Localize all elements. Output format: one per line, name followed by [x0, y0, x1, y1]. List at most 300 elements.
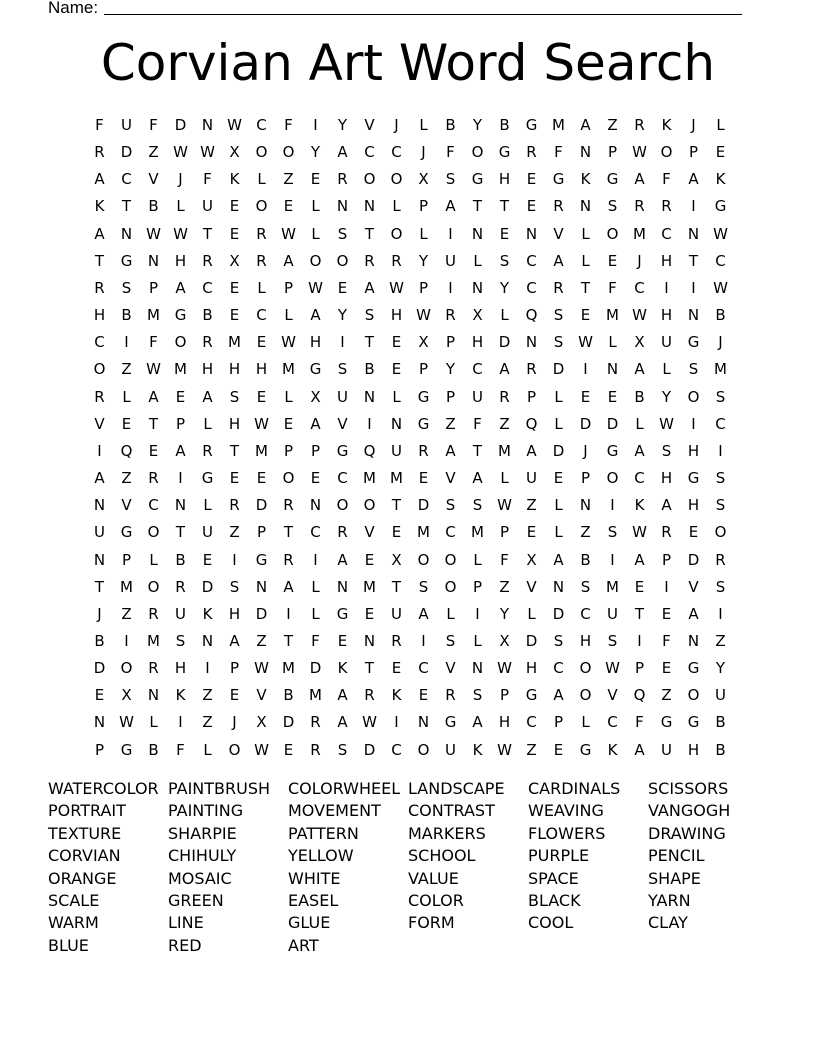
grid-cell[interactable]: L — [284, 387, 293, 406]
grid-cell[interactable]: M — [363, 577, 376, 596]
grid-cell[interactable]: L — [446, 604, 455, 623]
grid-cell[interactable]: E — [391, 523, 402, 542]
grid-cell[interactable]: P — [121, 550, 132, 569]
grid-cell[interactable]: T — [94, 251, 105, 270]
grid-cell[interactable]: O — [579, 659, 592, 678]
grid-cell[interactable]: N — [255, 577, 268, 596]
grid-cell[interactable]: I — [124, 333, 129, 352]
grid-cell[interactable]: L — [527, 604, 536, 623]
grid-cell[interactable]: E — [175, 387, 186, 406]
grid-cell[interactable]: E — [229, 469, 240, 488]
grid-cell[interactable]: I — [232, 550, 237, 569]
grid-cell[interactable]: L — [419, 116, 428, 134]
grid-cell[interactable]: A — [283, 577, 294, 596]
grid-cell[interactable]: X — [256, 713, 267, 732]
grid-cell[interactable]: N — [336, 197, 349, 216]
grid-cell[interactable]: O — [444, 550, 457, 569]
grid-cell[interactable]: A — [94, 224, 105, 243]
grid-cell[interactable]: O — [282, 469, 295, 488]
grid-cell[interactable]: A — [553, 550, 564, 569]
grid-cell[interactable]: W — [578, 333, 593, 352]
grid-cell[interactable]: W — [497, 496, 512, 515]
grid-cell[interactable]: X — [418, 170, 429, 189]
grid-cell[interactable]: E — [121, 414, 132, 433]
grid-cell[interactable]: B — [175, 550, 186, 569]
grid-cell[interactable]: K — [607, 740, 618, 759]
grid-cell[interactable]: X — [472, 306, 483, 325]
grid-cell[interactable]: T — [688, 251, 699, 270]
grid-cell[interactable]: H — [228, 604, 241, 623]
grid-cell[interactable]: U — [661, 740, 672, 759]
grid-cell[interactable]: S — [580, 577, 591, 596]
grid-cell[interactable]: L — [635, 414, 644, 433]
grid-cell[interactable]: O — [336, 496, 349, 515]
grid-cell[interactable]: T — [499, 197, 510, 216]
grid-cell[interactable]: R — [499, 387, 510, 406]
grid-cell[interactable]: W — [200, 143, 215, 162]
grid-cell[interactable]: S — [445, 631, 456, 650]
grid-cell[interactable]: N — [309, 496, 322, 515]
grid-cell[interactable]: V — [364, 523, 375, 542]
grid-cell[interactable]: P — [661, 550, 672, 569]
grid-cell[interactable]: X — [121, 686, 132, 705]
grid-cell[interactable]: H — [660, 469, 673, 488]
grid-cell[interactable]: F — [635, 713, 644, 732]
grid-cell[interactable]: G — [120, 740, 133, 759]
grid-cell[interactable]: C — [337, 469, 348, 488]
grid-cell[interactable]: G — [660, 713, 673, 732]
grid-cell[interactable]: U — [445, 740, 456, 759]
grid-cell[interactable]: F — [149, 116, 158, 134]
grid-cell[interactable]: E — [607, 251, 618, 270]
grid-cell[interactable]: S — [472, 686, 483, 705]
grid-cell[interactable]: N — [417, 713, 430, 732]
grid-cell[interactable]: H — [687, 441, 700, 460]
grid-cell[interactable]: Z — [148, 143, 159, 162]
grid-cell[interactable]: H — [687, 740, 700, 759]
grid-cell[interactable]: L — [149, 550, 158, 569]
grid-cell[interactable]: N — [471, 278, 484, 297]
grid-cell[interactable]: O — [417, 740, 430, 759]
grid-cell[interactable]: U — [445, 251, 456, 270]
grid-cell[interactable]: R — [283, 496, 294, 515]
grid-cell[interactable]: M — [309, 686, 322, 705]
grid-cell[interactable]: N — [120, 224, 133, 243]
grid-cell[interactable]: G — [579, 740, 592, 759]
grid-cell[interactable]: L — [392, 197, 401, 216]
grid-cell[interactable]: V — [94, 414, 105, 433]
grid-cell[interactable]: R — [337, 170, 348, 189]
grid-cell[interactable]: C — [202, 278, 213, 297]
grid-cell[interactable]: O — [444, 577, 457, 596]
grid-cell[interactable]: R — [202, 441, 213, 460]
grid-cell[interactable]: O — [606, 224, 619, 243]
grid-cell[interactable]: N — [471, 659, 484, 678]
grid-cell[interactable]: O — [363, 496, 376, 515]
grid-cell[interactable]: R — [148, 604, 159, 623]
grid-cell[interactable]: E — [229, 278, 240, 297]
grid-cell[interactable]: O — [228, 740, 241, 759]
grid-cell[interactable]: D — [363, 740, 376, 759]
grid-cell[interactable]: D — [255, 604, 268, 623]
grid-cell[interactable]: P — [445, 333, 456, 352]
grid-cell[interactable]: B — [364, 360, 375, 379]
grid-cell[interactable]: T — [634, 604, 645, 623]
grid-cell[interactable]: D — [93, 659, 106, 678]
grid-cell[interactable]: C — [580, 604, 591, 623]
grid-cell[interactable]: T — [94, 577, 105, 596]
grid-cell[interactable]: L — [581, 251, 590, 270]
grid-cell[interactable]: L — [581, 224, 590, 243]
grid-cell[interactable]: J — [421, 143, 426, 162]
grid-cell[interactable]: L — [473, 631, 482, 650]
grid-cell[interactable]: H — [174, 251, 187, 270]
grid-cell[interactable]: L — [203, 496, 212, 515]
grid-cell[interactable]: E — [391, 659, 402, 678]
grid-cell[interactable]: S — [337, 740, 348, 759]
grid-cell[interactable]: N — [201, 631, 214, 650]
grid-cell[interactable]: D — [579, 414, 592, 433]
grid-cell[interactable]: L — [473, 550, 482, 569]
grid-cell[interactable]: L — [581, 713, 590, 732]
grid-cell[interactable]: S — [229, 387, 240, 406]
grid-cell[interactable]: J — [691, 116, 696, 134]
grid-cell[interactable]: I — [610, 496, 615, 515]
grid-cell[interactable]: V — [121, 496, 132, 515]
grid-cell[interactable]: O — [255, 143, 268, 162]
grid-cell[interactable]: R — [256, 251, 267, 270]
grid-cell[interactable]: R — [391, 251, 402, 270]
grid-cell[interactable]: A — [499, 360, 510, 379]
grid-cell[interactable]: F — [203, 170, 212, 189]
grid-cell[interactable]: M — [282, 360, 295, 379]
grid-cell[interactable]: Z — [121, 604, 132, 623]
grid-cell[interactable]: P — [553, 713, 564, 732]
grid-cell[interactable]: B — [121, 306, 132, 325]
grid-cell[interactable]: S — [553, 306, 564, 325]
grid-cell[interactable]: W — [497, 659, 512, 678]
grid-cell[interactable]: E — [364, 604, 375, 623]
grid-cell[interactable]: B — [634, 387, 645, 406]
grid-cell[interactable]: Z — [445, 414, 456, 433]
grid-cell[interactable]: Z — [121, 469, 132, 488]
grid-cell[interactable]: F — [662, 170, 671, 189]
grid-cell[interactable]: R — [148, 469, 159, 488]
grid-cell[interactable]: I — [340, 333, 345, 352]
grid-cell[interactable]: L — [554, 523, 563, 542]
grid-cell[interactable]: G — [714, 197, 727, 216]
grid-cell[interactable]: I — [313, 550, 318, 569]
grid-cell[interactable]: P — [418, 278, 429, 297]
grid-cell[interactable]: Q — [525, 306, 538, 325]
grid-cell[interactable]: H — [498, 713, 511, 732]
grid-cell[interactable]: P — [580, 469, 591, 488]
grid-cell[interactable]: B — [580, 550, 591, 569]
grid-cell[interactable]: W — [416, 306, 431, 325]
grid-cell[interactable]: H — [687, 496, 700, 515]
grid-cell[interactable]: G — [201, 469, 214, 488]
grid-cell[interactable]: D — [606, 414, 619, 433]
grid-cell[interactable]: O — [93, 360, 106, 379]
grid-cell[interactable]: E — [634, 577, 645, 596]
grid-cell[interactable]: V — [148, 170, 159, 189]
grid-cell[interactable]: N — [174, 496, 187, 515]
grid-cell[interactable]: V — [688, 577, 699, 596]
grid-cell[interactable]: W — [632, 143, 647, 162]
grid-cell[interactable]: L — [419, 224, 428, 243]
grid-cell[interactable]: T — [364, 659, 375, 678]
grid-cell[interactable]: A — [688, 170, 699, 189]
grid-cell[interactable]: R — [256, 224, 267, 243]
grid-cell[interactable]: E — [202, 550, 213, 569]
grid-cell[interactable]: D — [201, 577, 214, 596]
grid-cell[interactable]: C — [661, 224, 672, 243]
grid-cell[interactable]: N — [363, 387, 376, 406]
grid-cell[interactable]: U — [715, 686, 726, 705]
grid-cell[interactable]: Z — [580, 523, 591, 542]
grid-cell[interactable]: K — [580, 170, 591, 189]
grid-cell[interactable]: Y — [337, 116, 348, 134]
grid-cell[interactable]: V — [364, 116, 375, 134]
grid-cell[interactable]: V — [526, 577, 537, 596]
grid-cell[interactable]: B — [445, 116, 456, 134]
grid-cell[interactable]: C — [715, 251, 726, 270]
grid-cell[interactable]: I — [205, 659, 210, 678]
grid-cell[interactable]: I — [178, 469, 183, 488]
grid-cell[interactable]: O — [687, 686, 700, 705]
grid-cell[interactable]: E — [310, 469, 321, 488]
grid-cell[interactable]: N — [147, 686, 160, 705]
grid-cell[interactable]: S — [445, 496, 456, 515]
grid-cell[interactable]: P — [283, 441, 294, 460]
grid-cell[interactable]: L — [716, 116, 725, 134]
grid-cell[interactable]: L — [257, 278, 266, 297]
grid-cell[interactable]: V — [337, 414, 348, 433]
grid-cell[interactable]: C — [445, 523, 456, 542]
grid-cell[interactable]: R — [553, 278, 564, 297]
grid-cell[interactable]: G — [336, 604, 349, 623]
grid-cell[interactable]: Z — [202, 686, 213, 705]
grid-cell[interactable]: R — [94, 278, 105, 297]
grid-cell[interactable]: P — [526, 387, 537, 406]
grid-cell[interactable]: P — [94, 740, 105, 759]
grid-cell[interactable]: F — [446, 143, 455, 162]
grid-cell[interactable]: A — [202, 387, 213, 406]
grid-cell[interactable]: V — [445, 659, 456, 678]
grid-cell[interactable]: U — [202, 523, 213, 542]
grid-cell[interactable]: N — [525, 224, 538, 243]
grid-cell[interactable]: R — [310, 740, 321, 759]
grid-cell[interactable]: O — [579, 686, 592, 705]
grid-cell[interactable]: R — [364, 686, 375, 705]
grid-cell[interactable]: W — [119, 713, 134, 732]
grid-cell[interactable]: I — [97, 441, 102, 460]
grid-cell[interactable]: T — [202, 224, 213, 243]
grid-cell[interactable]: C — [256, 306, 267, 325]
grid-cell[interactable]: U — [607, 604, 618, 623]
grid-cell[interactable]: C — [391, 740, 402, 759]
grid-cell[interactable]: W — [308, 278, 323, 297]
grid-cell[interactable]: N — [606, 360, 619, 379]
grid-cell[interactable]: M — [714, 360, 727, 379]
grid-cell[interactable]: K — [229, 170, 240, 189]
grid-cell[interactable]: A — [661, 496, 672, 515]
grid-cell[interactable]: H — [471, 333, 484, 352]
grid-cell[interactable]: E — [607, 387, 618, 406]
grid-cell[interactable]: D — [498, 333, 511, 352]
grid-cell[interactable]: D — [417, 496, 430, 515]
grid-cell[interactable]: H — [228, 414, 241, 433]
grid-cell[interactable]: I — [637, 631, 642, 650]
grid-cell[interactable]: I — [178, 713, 183, 732]
grid-cell[interactable]: N — [579, 197, 592, 216]
grid-cell[interactable]: S — [715, 469, 726, 488]
grid-cell[interactable]: E — [499, 224, 510, 243]
grid-cell[interactable]: I — [421, 631, 426, 650]
grid-cell[interactable]: Y — [445, 360, 456, 379]
grid-cell[interactable]: E — [229, 224, 240, 243]
name-blank[interactable] — [104, 0, 742, 15]
grid-cell[interactable]: W — [146, 360, 161, 379]
grid-cell[interactable]: O — [282, 143, 295, 162]
grid-cell[interactable]: M — [228, 333, 241, 352]
grid-cell[interactable]: G — [471, 170, 484, 189]
grid-cell[interactable]: A — [553, 251, 564, 270]
grid-cell[interactable]: F — [95, 116, 104, 134]
grid-cell[interactable]: E — [256, 469, 267, 488]
grid-cell[interactable]: E — [229, 306, 240, 325]
grid-cell[interactable]: W — [713, 278, 728, 297]
grid-cell[interactable]: D — [552, 360, 565, 379]
grid-cell[interactable]: X — [418, 333, 429, 352]
grid-cell[interactable]: L — [149, 713, 158, 732]
grid-cell[interactable]: R — [661, 523, 672, 542]
grid-cell[interactable]: O — [147, 577, 160, 596]
grid-cell[interactable]: I — [718, 604, 723, 623]
grid-cell[interactable]: X — [634, 333, 645, 352]
grid-cell[interactable]: Z — [715, 631, 726, 650]
grid-cell[interactable]: H — [201, 360, 214, 379]
grid-cell[interactable]: H — [228, 360, 241, 379]
grid-cell[interactable]: Z — [499, 577, 510, 596]
grid-cell[interactable]: B — [148, 740, 159, 759]
grid-cell[interactable]: F — [500, 550, 509, 569]
grid-cell[interactable]: G — [525, 116, 538, 134]
grid-cell[interactable]: F — [149, 333, 158, 352]
grid-cell[interactable]: I — [610, 550, 615, 569]
grid-cell[interactable]: E — [94, 686, 105, 705]
grid-cell[interactable]: A — [634, 441, 645, 460]
grid-cell[interactable]: R — [418, 441, 429, 460]
grid-cell[interactable]: H — [309, 333, 322, 352]
grid-cell[interactable]: I — [313, 116, 318, 134]
grid-cell[interactable]: M — [606, 306, 619, 325]
grid-cell[interactable]: E — [661, 659, 672, 678]
grid-cell[interactable]: O — [336, 251, 349, 270]
grid-cell[interactable]: U — [94, 523, 105, 542]
grid-cell[interactable]: A — [337, 713, 348, 732]
grid-cell[interactable]: V — [553, 224, 564, 243]
grid-cell[interactable]: S — [472, 496, 483, 515]
grid-cell[interactable]: R — [391, 631, 402, 650]
grid-cell[interactable]: P — [175, 414, 186, 433]
grid-cell[interactable]: G — [552, 170, 565, 189]
grid-cell[interactable]: N — [363, 197, 376, 216]
grid-cell[interactable]: A — [229, 631, 240, 650]
grid-cell[interactable]: H — [255, 360, 268, 379]
grid-cell[interactable]: O — [687, 387, 700, 406]
grid-cell[interactable]: E — [418, 686, 429, 705]
grid-cell[interactable]: H — [660, 306, 673, 325]
grid-cell[interactable]: V — [256, 686, 267, 705]
grid-cell[interactable]: E — [364, 550, 375, 569]
grid-cell[interactable]: S — [175, 631, 186, 650]
grid-cell[interactable]: T — [283, 631, 294, 650]
grid-cell[interactable]: E — [526, 170, 537, 189]
grid-cell[interactable]: Z — [256, 631, 267, 650]
grid-cell[interactable]: J — [637, 251, 642, 270]
grid-cell[interactable]: W — [281, 333, 296, 352]
grid-cell[interactable]: Q — [363, 441, 376, 460]
grid-cell[interactable]: R — [148, 659, 159, 678]
grid-cell[interactable]: E — [391, 360, 402, 379]
grid-cell[interactable]: I — [394, 713, 399, 732]
grid-cell[interactable]: W — [254, 659, 269, 678]
grid-cell[interactable]: L — [554, 414, 563, 433]
grid-cell[interactable]: C — [634, 469, 645, 488]
grid-cell[interactable]: O — [255, 197, 268, 216]
grid-cell[interactable]: U — [121, 116, 132, 134]
grid-cell[interactable]: O — [417, 550, 430, 569]
grid-cell[interactable]: T — [175, 523, 186, 542]
grid-cell[interactable]: T — [472, 197, 483, 216]
grid-cell[interactable]: P — [418, 360, 429, 379]
grid-cell[interactable]: E — [148, 441, 159, 460]
grid-cell[interactable]: D — [552, 441, 565, 460]
grid-cell[interactable]: W — [632, 306, 647, 325]
grid-cell[interactable]: P — [148, 278, 159, 297]
grid-cell[interactable]: B — [499, 116, 510, 134]
grid-cell[interactable]: M — [363, 469, 376, 488]
grid-cell[interactable]: T — [472, 441, 483, 460]
grid-cell[interactable]: H — [174, 659, 187, 678]
grid-cell[interactable]: U — [175, 604, 186, 623]
grid-cell[interactable]: A — [472, 713, 483, 732]
grid-cell[interactable]: A — [445, 197, 456, 216]
grid-cell[interactable]: A — [580, 116, 591, 134]
grid-cell[interactable]: R — [175, 577, 186, 596]
grid-cell[interactable]: Q — [120, 441, 133, 460]
grid-cell[interactable]: A — [94, 170, 105, 189]
grid-cell[interactable]: N — [579, 143, 592, 162]
grid-cell[interactable]: N — [579, 496, 592, 515]
grid-cell[interactable]: S — [607, 523, 618, 542]
grid-cell[interactable]: I — [448, 224, 453, 243]
grid-cell[interactable]: A — [364, 278, 375, 297]
grid-cell[interactable]: R — [715, 550, 726, 569]
grid-cell[interactable]: Y — [310, 143, 321, 162]
grid-cell[interactable]: J — [178, 170, 183, 189]
grid-cell[interactable]: Z — [526, 496, 537, 515]
grid-cell[interactable]: R — [526, 360, 537, 379]
grid-cell[interactable]: P — [634, 659, 645, 678]
grid-cell[interactable]: H — [390, 306, 403, 325]
grid-cell[interactable]: A — [526, 441, 537, 460]
grid-cell[interactable]: B — [283, 686, 294, 705]
grid-cell[interactable]: M — [606, 577, 619, 596]
grid-cell[interactable]: S — [364, 306, 375, 325]
grid-cell[interactable]: N — [687, 224, 700, 243]
